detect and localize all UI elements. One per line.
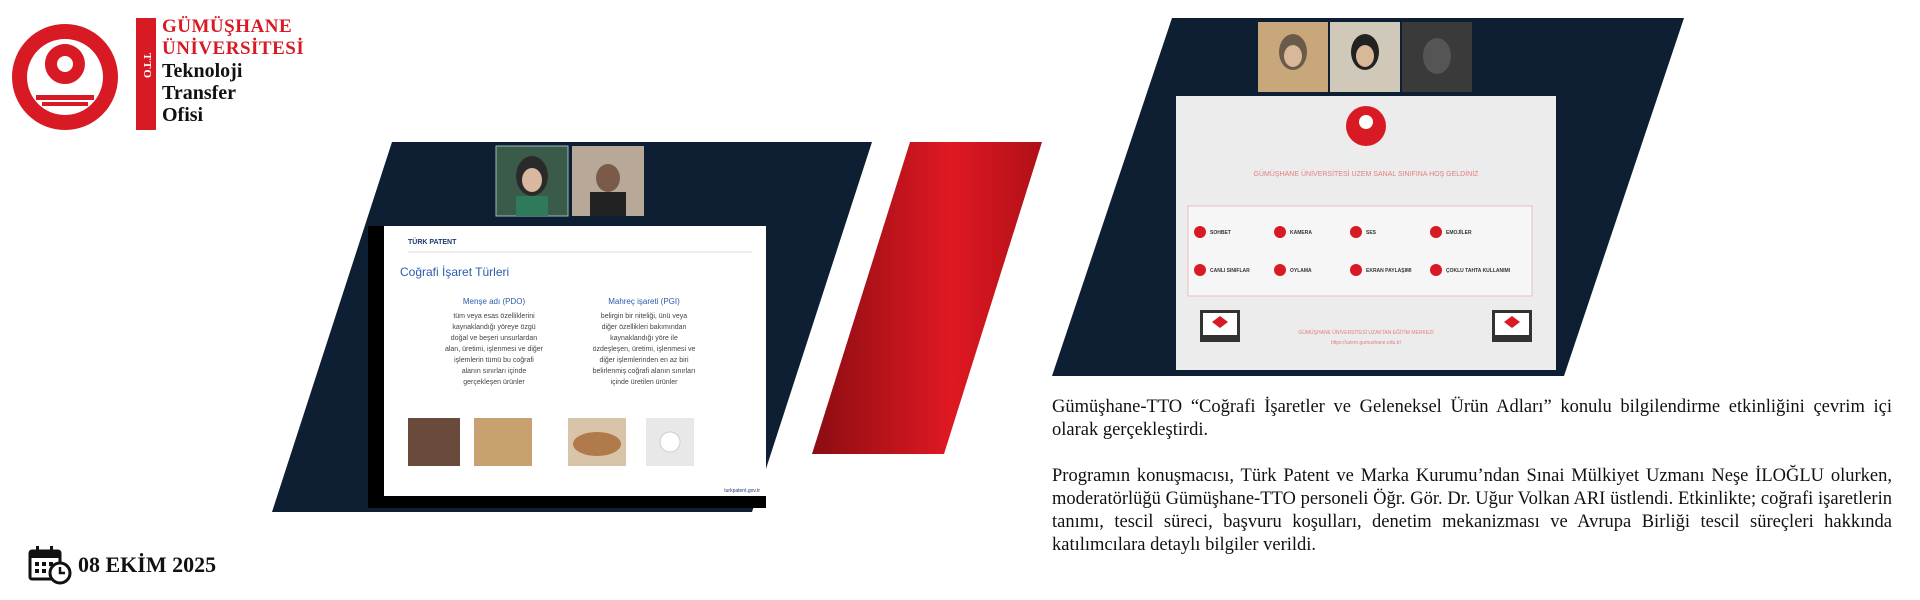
logo-line-1: GÜMÜŞHANE <box>162 16 293 37</box>
slide-text-line: diğer özellikleri bakımından <box>601 324 687 331</box>
slide-text-line: doğal ve beşeri unsurlardan <box>450 335 538 342</box>
feature-icon <box>1274 226 1286 238</box>
product-photo <box>408 418 460 466</box>
webinar-screenshot-left <box>272 142 872 512</box>
slide-text-line: gerçekleşen ürünler <box>463 379 525 386</box>
tto-logo <box>10 16 305 130</box>
feature-icon <box>1430 226 1442 238</box>
slide-text-line: kaynaklandığı yöre ile <box>610 335 678 342</box>
feature-label[interactable]: SES <box>1366 230 1377 236</box>
tto-badge: TTO <box>136 18 156 130</box>
feature-icon <box>1194 264 1206 276</box>
logo-line-3: Teknoloji <box>162 60 243 82</box>
slide-text-line: alan, üretimi, işlenmesi ve diğer <box>444 346 544 353</box>
feature-label[interactable]: SOHBET <box>1210 230 1231 236</box>
description-paragraph-2: Programın konuşmacısı, Türk Patent ve Marka Kurumu’ndan Sınai Mülkiyet Uzmanı Neşe İLOĞLU olurken, moderatörlüğü Gümüşhane-TTO personeli Öğr. Gör. Dr. Uğur Volkan ARI üstlendi. Etkinlikte; coğrafi işaretlerin tanımı, tescil süreci, başvuru koşulları, denetim mekanizması ve Avrupa Birliği tescil süreçleri hakkında katılımcılara detaylı bilgiler verildi. <box>1052 466 1892 555</box>
slide-title: Coğrafi İşaret Türleri <box>400 265 510 279</box>
slide-text-line: belirgin bir niteliği, ünü veya <box>600 313 688 320</box>
webinar-screenshot-right <box>1052 18 1684 376</box>
calendar-clock-icon <box>28 545 72 585</box>
col1-title: Menşe adı (PDO) <box>462 297 526 306</box>
lms-footer-title: GÜMÜŞHANE ÜNİVERSİTESİ UZAKTAN EĞİTİM MERKEZİ <box>1298 330 1434 336</box>
slide-brand: TÜRK PATENT <box>408 239 457 246</box>
slide-text-line: kaynaklandığı yöreye özgü <box>452 324 536 331</box>
slide-text-line: diğer işlemlerinden en az biri <box>599 357 689 364</box>
feature-icon <box>1350 264 1362 276</box>
feature-icon <box>1194 226 1206 238</box>
slide-text-line: tüm veya esas özelliklerini <box>453 313 535 320</box>
welcome-heading: GÜMÜŞHANE ÜNİVERSİTESİ UZEM SANAL SINIFINA HOŞ GELDİNİZ <box>1253 171 1479 178</box>
feature-icon <box>1350 226 1362 238</box>
logo-wordmark <box>162 16 304 126</box>
slide-text-line: içinde üretilen ürünler <box>610 379 678 386</box>
feature-label[interactable]: KAMERA <box>1290 230 1312 236</box>
event-date <box>28 545 216 585</box>
date-text: 08 EKİM 2025 <box>78 552 217 577</box>
red-slash-decoration <box>812 142 1042 454</box>
slide-text-line: işlemlerin tümü bu coğrafi <box>454 357 534 364</box>
university-emblem-icon <box>10 22 120 132</box>
feature-icon <box>1274 264 1286 276</box>
feature-label[interactable]: ÇOKLU TAHTA KULLANIMI <box>1446 268 1511 274</box>
event-description <box>1052 396 1892 580</box>
feature-label[interactable]: OYLAMA <box>1290 268 1312 274</box>
slide-text-line: belirlenmiş coğrafi alanın sınırları <box>592 368 696 375</box>
lms-footer-link: https://uzem.gumushane.edu.tr/ <box>1330 340 1402 346</box>
slide-text-line: özdeşleşen, üretimi, işlenmesi ve <box>592 346 696 353</box>
col2-title: Mahreç işareti (PGI) <box>608 297 680 306</box>
feature-label[interactable]: CANLI SINIFLAR <box>1210 268 1250 274</box>
feature-icon <box>1430 264 1442 276</box>
logo-line-4: Transfer <box>162 82 237 104</box>
description-paragraph-1: Gümüşhane-TTO “Coğrafi İşaretler ve Geleneksel Ürün Adları” konulu bilgilendirme etkinliğini çevrim içi olarak gerçekleştirdi. <box>1052 397 1892 440</box>
slide-footer: turkpatent.gov.tr <box>724 488 760 494</box>
slide-text-line: alanın sınırları içinde <box>461 368 527 375</box>
logo-line-2: ÜNİVERSİTESİ <box>162 38 305 59</box>
logo-line-5: Ofisi <box>162 104 204 126</box>
feature-label[interactable]: EMOJİLER <box>1446 230 1472 236</box>
product-photo <box>474 418 532 466</box>
feature-label[interactable]: EKRAN PAYLAŞIMI <box>1366 268 1412 274</box>
